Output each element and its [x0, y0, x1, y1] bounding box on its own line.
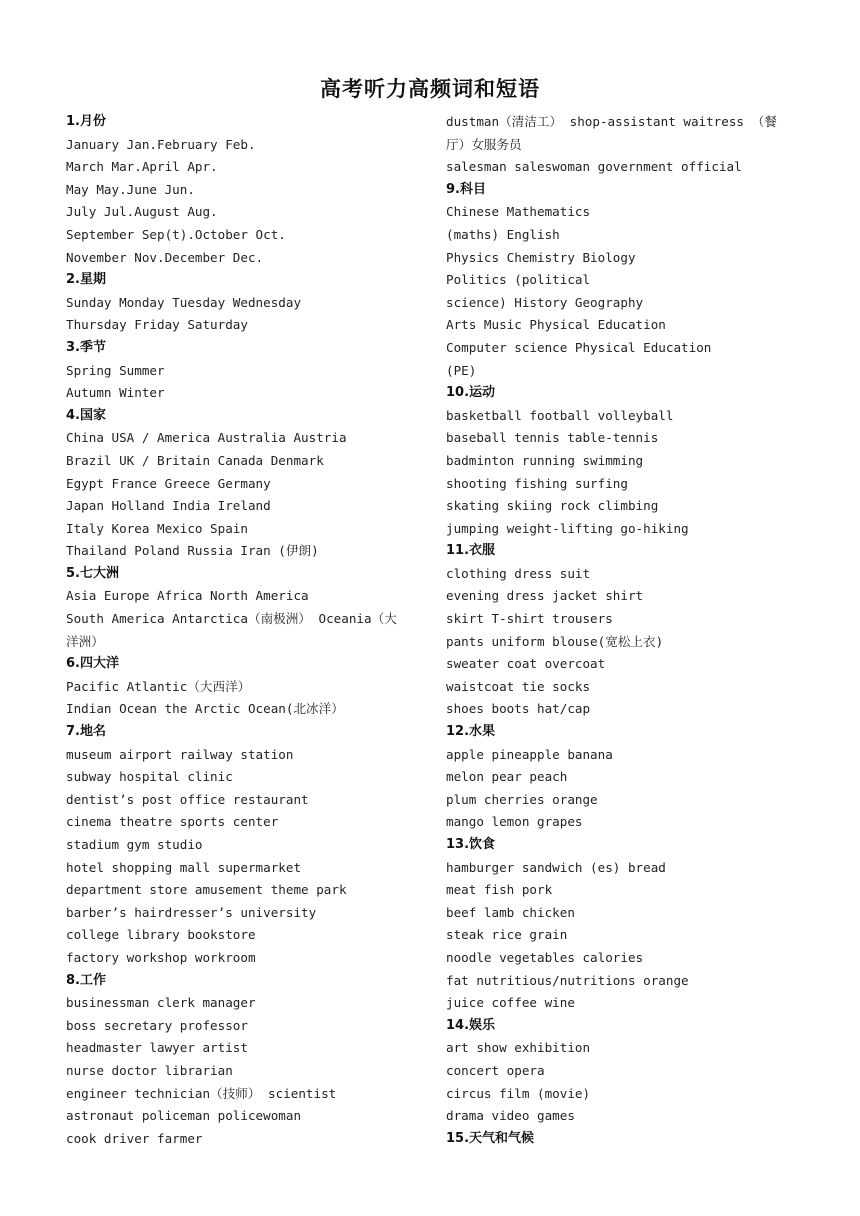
vocab-line: factory workshop workroom — [66, 949, 256, 965]
section-heading: 8.工作 — [66, 972, 106, 988]
vocab-line: basketball football volleyball — [446, 407, 674, 423]
vocab-line: skirt T-shirt trousers — [446, 611, 613, 627]
section-heading: 7.地名 — [66, 724, 106, 740]
vocab-line: nurse doctor librarian — [66, 1062, 233, 1078]
vocab-line: museum airport railway station — [66, 746, 294, 762]
vocab-line: subway hospital clinic — [66, 769, 233, 785]
vocab-line: badminton running swimming — [446, 452, 644, 468]
vocab-line: Egypt France Greece Germany — [66, 475, 271, 491]
vocab-line: dentist’s post office restaurant — [66, 791, 309, 807]
section-heading: 14.娱乐 — [446, 1017, 496, 1033]
vocab-line: college library bookstore — [66, 927, 256, 943]
vocab-line: Pacific Atlantic（大西洋） — [66, 678, 251, 694]
vocab-line: Arts Music Physical Education — [446, 317, 666, 333]
vocab-line: Physics Chemistry Biology — [446, 249, 636, 265]
vocab-line: May May.June Jun. — [66, 181, 195, 197]
vocab-line: pants uniform blouse(宽松上衣) — [446, 633, 664, 649]
vocab-line: mango lemon grapes — [446, 814, 583, 830]
vocab-line: fat nutritious/nutritions orange — [446, 972, 689, 988]
vocab-line: China USA / America Australia Austria — [66, 430, 347, 446]
vocab-line: Autumn Winter — [66, 385, 165, 401]
vocab-line: South America Antarctica（南极洲） Oceania（大 — [66, 611, 397, 627]
vocab-line: (PE) — [446, 362, 477, 378]
vocab-line: engineer technician（技师） scientist — [66, 1085, 337, 1101]
vocab-line: Japan Holland India Ireland — [66, 498, 271, 514]
section-heading: 11.衣服 — [446, 543, 496, 559]
vocab-line: salesman saleswoman government official — [446, 159, 742, 175]
right-column — [446, 111, 802, 1150]
vocab-line: Spring Summer — [66, 362, 165, 378]
vocab-line: clothing dress suit — [446, 565, 591, 581]
vocab-line: plum cherries orange — [446, 791, 598, 807]
vocab-line: astronaut policeman policewoman — [66, 1108, 302, 1124]
vocab-line: circus film (movie) — [446, 1085, 591, 1101]
vocab-line: Thursday Friday Saturday — [66, 317, 248, 333]
section-heading: 9.科目 — [446, 181, 486, 197]
vocab-line: Italy Korea Mexico Spain — [66, 520, 248, 536]
vocab-line: headmaster lawyer artist — [66, 1040, 248, 1056]
vocab-line: shoes boots hat/cap — [446, 701, 591, 717]
vocab-line: juice coffee wine — [446, 995, 575, 1011]
section-heading: 6.四大洋 — [66, 656, 119, 672]
vocab-line: baseball tennis table-tennis — [446, 430, 659, 446]
vocab-line: sweater coat overcoat — [446, 656, 606, 672]
vocab-line: Asia Europe Africa North America — [66, 588, 309, 604]
vocab-line: shooting fishing surfing — [446, 475, 628, 491]
vocab-line: waistcoat tie socks — [446, 678, 591, 694]
left-column — [66, 111, 426, 1150]
vocab-line: concert opera — [446, 1062, 545, 1078]
vocab-line: July Jul.August Aug. — [66, 204, 218, 220]
vocab-line: noodle vegetables calories — [446, 949, 644, 965]
vocab-line: 洋洲） — [66, 633, 104, 649]
vocab-line: science) History Geography — [446, 294, 644, 310]
section-heading: 12.水果 — [446, 724, 496, 740]
vocab-line: Computer science Physical Education — [446, 339, 712, 355]
section-heading: 1.月份 — [66, 114, 106, 129]
section-heading: 15.天气和气候 — [446, 1130, 535, 1146]
vocab-line: hamburger sandwich (es) bread — [446, 859, 666, 875]
vocab-line: dustman（清洁工） shop-assistant waitress （餐 — [446, 114, 777, 129]
vocab-line: boss secretary professor — [66, 1017, 248, 1033]
vocab-line: Indian Ocean the Arctic Ocean(北冰洋） — [66, 701, 344, 717]
vocab-line: apple pineapple banana — [446, 746, 613, 762]
vocab-line: skating skiing rock climbing — [446, 498, 659, 514]
vocab-line: art show exhibition — [446, 1040, 591, 1056]
vocab-line: Chinese Mathematics — [446, 204, 591, 220]
vocab-line: barber’s hairdresser’s university — [66, 904, 317, 920]
section-heading: 5.七大洲 — [66, 565, 119, 581]
vocab-line: Sunday Monday Tuesday Wednesday — [66, 294, 302, 310]
vocab-line: beef lamb chicken — [446, 904, 575, 920]
vocab-line: melon pear peach — [446, 769, 568, 785]
vocab-line: evening dress jacket shirt — [446, 588, 644, 604]
vocab-line: meat fish pork — [446, 882, 553, 898]
section-heading: 2.星期 — [66, 272, 106, 288]
page-title: 高考听力高频词和短语 — [320, 77, 540, 101]
section-heading: 4.国家 — [66, 407, 106, 423]
section-heading: 10.运动 — [446, 385, 496, 401]
vocab-line: department store amusement theme park — [66, 882, 347, 898]
vocab-line: March Mar.April Apr. — [66, 159, 218, 175]
vocab-line: hotel shopping mall supermarket — [66, 859, 302, 875]
vocab-line: cinema theatre sports center — [66, 814, 279, 830]
vocab-line: Politics (political — [446, 272, 591, 288]
section-heading: 13.饮食 — [446, 837, 496, 852]
vocab-line: steak rice grain — [446, 927, 568, 943]
vocab-line: 厅）女服务员 — [446, 136, 522, 152]
section-heading: 3.季节 — [66, 339, 106, 355]
vocab-line: (maths) English — [446, 226, 560, 242]
vocab-line: businessman clerk manager — [66, 995, 256, 1011]
vocab-line: November Nov.December Dec. — [66, 249, 264, 265]
vocab-line: September Sep(t).October Oct. — [66, 226, 286, 242]
vocab-line: drama video games — [446, 1108, 575, 1124]
vocab-line: Thailand Poland Russia Iran (伊朗) — [66, 543, 319, 559]
vocab-line: stadium gym studio — [66, 837, 203, 852]
vocab-line: cook driver farmer — [66, 1130, 203, 1146]
vocab-line: January Jan.February Feb. — [66, 136, 256, 152]
vocab-line: jumping weight-lifting go-hiking — [446, 520, 689, 536]
vocab-line: Brazil UK / Britain Canada Denmark — [66, 452, 324, 468]
